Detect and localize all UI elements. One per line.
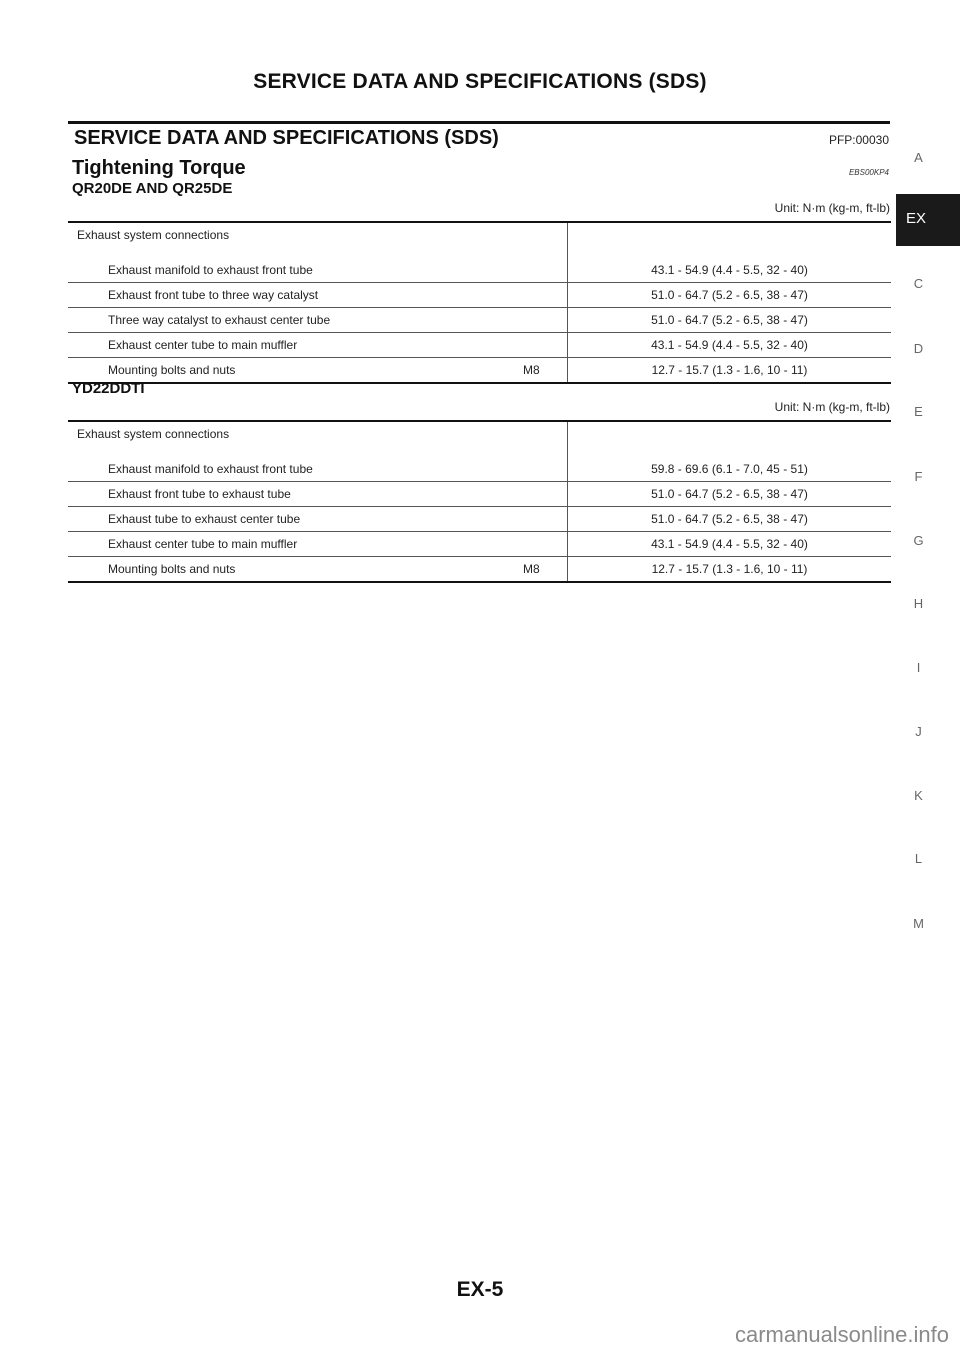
table-cell-size: M8 — [523, 358, 568, 384]
section-title: SERVICE DATA AND SPECIFICATIONS (SDS) — [74, 127, 499, 149]
table-cell-value: 43.1 - 54.9 (4.4 - 5.5, 32 - 40) — [568, 222, 892, 283]
table-group-label: Exhaust system connections — [77, 228, 230, 242]
table-row — [68, 333, 891, 358]
table-row — [68, 507, 891, 532]
side-index-letter[interactable]: C — [913, 276, 924, 291]
side-tab-active[interactable] — [896, 194, 960, 246]
running-header: SERVICE DATA AND SPECIFICATIONS (SDS) — [253, 70, 707, 93]
side-index-letter[interactable]: K — [914, 788, 923, 803]
table-cell-value: 51.0 - 64.7 (5.2 - 6.5, 38 - 47) — [568, 283, 892, 308]
table-row — [68, 358, 891, 384]
table-cell-item: Mounting bolts and nuts — [68, 358, 523, 384]
table-cell-item: Mounting bolts and nuts — [68, 557, 523, 583]
section-rule — [68, 121, 890, 124]
table-row — [68, 557, 891, 583]
table-unit-qr: Unit: N·m (kg-m, ft-lb) — [774, 201, 890, 215]
table-cell-item: Exhaust front tube to three way catalyst — [68, 283, 523, 308]
table-cell-size — [523, 532, 568, 557]
table-row — [68, 283, 891, 308]
table-cell-size — [523, 451, 568, 482]
page-number: EX-5 — [456, 1278, 504, 1301]
table-cell-size: M8 — [523, 557, 568, 583]
table-cell-item: Three way catalyst to exhaust center tube — [68, 308, 523, 333]
table-cell-size — [523, 283, 568, 308]
table-cell-value: 59.8 - 69.6 (6.1 - 7.0, 45 - 51) — [568, 421, 892, 482]
subsection-title: Tightening Torque — [72, 157, 246, 179]
table-cell-size — [523, 252, 568, 283]
table-group-label: Exhaust system connections — [77, 427, 230, 441]
torque-table-qr — [68, 221, 891, 384]
side-index-letter[interactable]: I — [916, 660, 921, 675]
side-index-letter[interactable]: F — [914, 469, 923, 484]
side-index-letter[interactable]: J — [915, 724, 922, 739]
side-index-letter[interactable]: D — [913, 341, 924, 356]
side-index-letter[interactable]: H — [913, 596, 924, 611]
table-cell-item: Exhaust manifold to exhaust front tube — [108, 462, 313, 476]
table-cell-value: 43.1 - 54.9 (4.4 - 5.5, 32 - 40) — [568, 532, 892, 557]
table-cell-item: Exhaust tube to exhaust center tube — [68, 507, 523, 532]
side-tab-active-label: EX — [905, 210, 926, 227]
table-heading-yd: YD22DDTI — [72, 380, 145, 397]
table-cell-value: 51.0 - 64.7 (5.2 - 6.5, 38 - 47) — [568, 482, 892, 507]
table-cell-item: Exhaust center tube to main muffler — [68, 532, 523, 557]
table-cell-item: Exhaust manifold to exhaust front tube — [108, 263, 313, 277]
table-cell-value: 12.7 - 15.7 (1.3 - 1.6, 10 - 11) — [568, 557, 892, 583]
table-cell-item: Exhaust center tube to main muffler — [68, 333, 523, 358]
side-index-letter[interactable]: G — [913, 533, 924, 548]
table-unit-yd: Unit: N·m (kg-m, ft-lb) — [774, 400, 890, 414]
table-row — [68, 532, 891, 557]
table-cell-size — [523, 308, 568, 333]
table-cell-size — [523, 507, 568, 532]
table-cell-value: 43.1 - 54.9 (4.4 - 5.5, 32 - 40) — [568, 333, 892, 358]
torque-table-yd — [68, 420, 891, 583]
table-cell-size — [523, 333, 568, 358]
side-index-letter[interactable]: E — [914, 404, 923, 419]
table-cell-item: Exhaust front tube to exhaust tube — [68, 482, 523, 507]
table-cell-value: 51.0 - 64.7 (5.2 - 6.5, 38 - 47) — [568, 308, 892, 333]
table-row — [68, 308, 891, 333]
subsection-code: EBS00KP4 — [848, 168, 889, 177]
side-index-letter[interactable]: A — [914, 150, 923, 165]
table-cell-size — [523, 482, 568, 507]
side-index-letter[interactable]: L — [914, 851, 923, 866]
watermark: carmanualsonline.info — [734, 1322, 949, 1347]
table-cell-value: 51.0 - 64.7 (5.2 - 6.5, 38 - 47) — [568, 507, 892, 532]
table-heading-qr: QR20DE AND QR25DE — [72, 180, 233, 197]
table-cell-value: 12.7 - 15.7 (1.3 - 1.6, 10 - 11) — [568, 358, 892, 384]
side-index-letter[interactable]: M — [913, 916, 924, 931]
table-row — [68, 482, 891, 507]
section-code: PFP:00030 — [828, 133, 889, 147]
